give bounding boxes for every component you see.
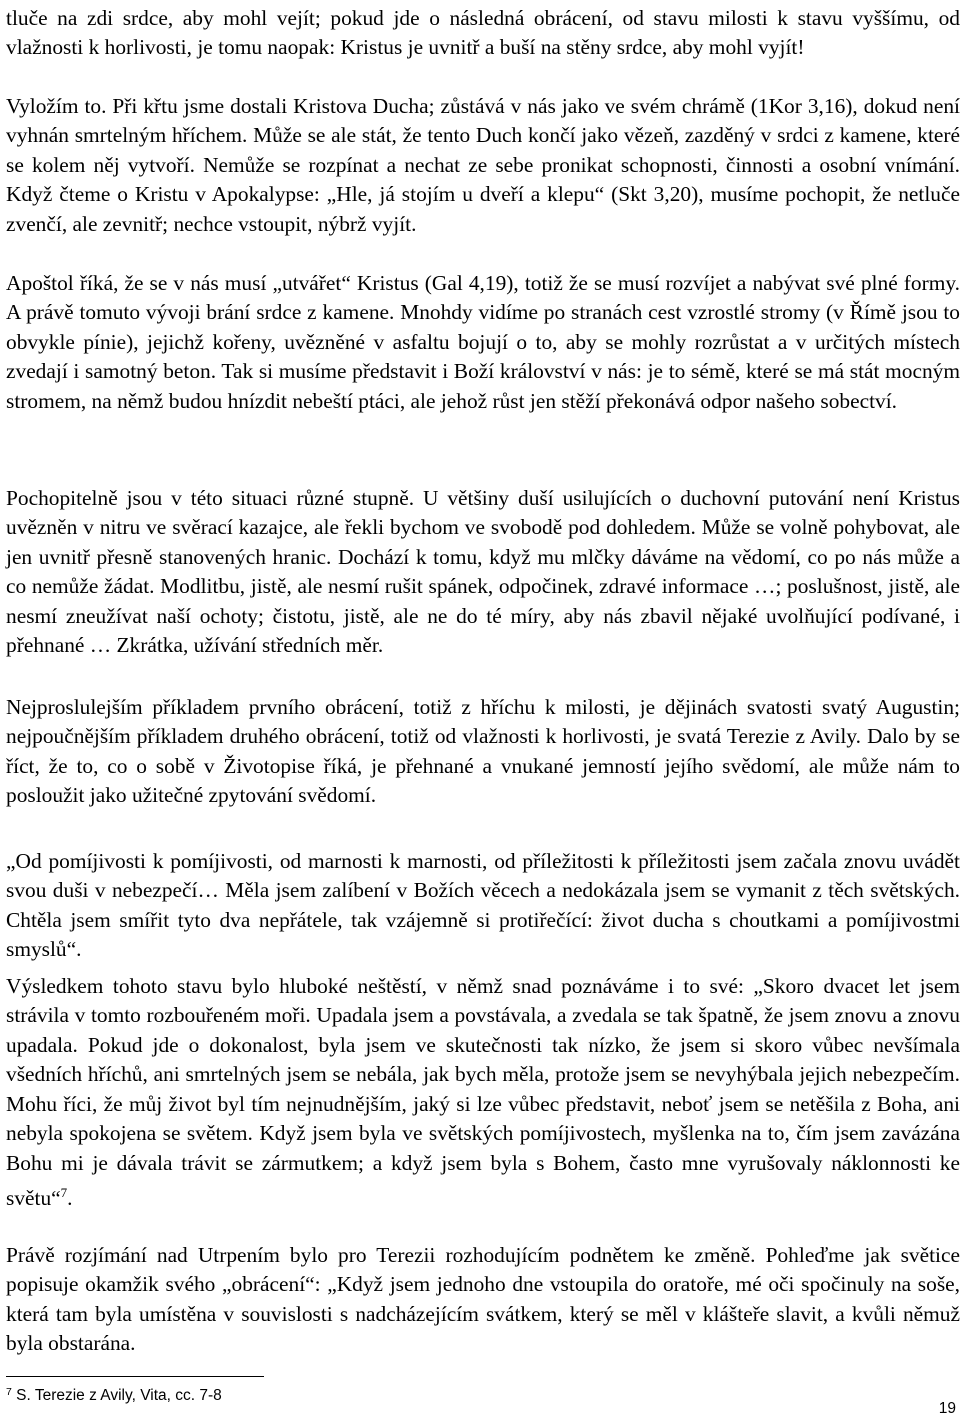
paragraph-7-text: Výsledkem tohoto stavu bylo hluboké neštěstí, v němž snad poznáváme i to své: „Skoro dvacet let jsem strávila v tomto rozbouřeném moři. Upadala jsem a povstávala, a zvedala se tak špatně, že jsem znovu a znovu upadala. Pokud jde o dokonalost, byla jsem ve skutečnosti tak nízko, že jsem si skoro vůbec nevšímala všedních hříchů, ani smrtelných jsem se nebála, jak bych měla, protože jsem se nevyhýbala jejich nebezpečím. Mohu říci, že můj život byl tím nejnudnějším, jaký si lze vůbec představit, neboť jsem se netěšila z Boha, ani nebyla spokojena se světem. Když jsem byla ve světských pomíjivostech, myšlenka na to, čím jsem zavázána Bohu mi je dávala trávit se zármutkem; a když jsem byla s Bohem, často mne vyrušovaly náklonnosti ke světu“ xyxy=(6,974,960,1211)
paragraph-2: Vyložím to. Při křtu jsme dostali Kristova Ducha; zůstává v nás jako ve svém chrámě (1Kor 3,16), dokud není vyhnán smrtelným hříchem. Může se ale stát, že tento Duch končí jako vězeň, zazděný v srdci z kamene, které se kolem něj vytvoří. Nemůže se rozpínat a nechat ze sebe pronikat schopnosti, činnosti a osobní vnímání. Když čteme o Kristu v Apokalypse: „Hle, já stojím u dveří a klepu“ (Skt 3,20), musíme pochopit, že netluče zvenčí, ale zevnitř; nechce vstoupit, nýbrž vyjít. xyxy=(6,94,960,236)
footnote xyxy=(6,1382,222,1406)
footnote-separator xyxy=(6,1376,264,1377)
footnote-reference[interactable]: 7 xyxy=(60,1185,68,1201)
paragraph-1: tluče na zdi srdce, aby mohl vejít; pokud jde o následná obrácení, od stavu milosti k stavu vyššímu, od vlažnosti k horlivosti, je tomu naopak: Kristus je uvnitř a buší na stěny srdce, aby mohl vyjít! xyxy=(6,6,960,60)
paragraph-4: Pochopitelně jsou v této situaci různé stupně. U většiny duší usilujících o duchovní putování není Kristus uvězněn v nitru ve svěrací kazajce, ale řekli bychom ve svobodě pod dohledem. Může se volně pohybovat, ale jen uvnitř přesně stanovených hranic. Dochází k tomu, když mu mlčky dáváme na vědomí, co po nás může a co nemůže žádat. Modlitbu, jistě, ale nesmí rušit spánek, odpočinek, zdravé informace …; poslušnost, jistě, ale nesmí zneužívat naší ochoty; čistotu, jistě, ale ne do té míry, aby nás zbavil nějaké uvolňující podívané, i přehnané … Zkrátka, užívání středních měr. xyxy=(6,486,960,658)
paragraph-8: Právě rozjímání nad Utrpením bylo pro Terezii rozhodujícím podnětem ke změně. Pohleďme jak světice popisuje okamžik svého „obrácení“: „Když jsem jednoho dne vstoupila do oratoře, mé oči spočinuly na soše, která tam byla umístěna v souvislosti s nadcházejícím svátkem, který se měl v klášteře slavit, a kvůli němuž byla obstarána. xyxy=(6,1243,960,1356)
paragraph-3: Apoštol říká, že se v nás musí „utvářet“ Kristus (Gal 4,19), totiž že se musí rozvíjet a nabývat své plné formy. A právě tomuto vývoji brání srdce z kamene. Mnohdy vidíme po stranách cest vzrostlé stromy (v Římě jsou to obvykle pínie), jejichž kořeny, uvězněné v asfaltu bojují o to, aby se mohly rozrůstat a v určitých místech zvedají i samotný beton. Tak si musíme představit i Boží království v nás: je to sémě, které se má stát mocným stromem, na němž budou hnízdit nebeští ptáci, ale jehož růst jen stěží překonává odpor našeho sobectví. xyxy=(6,271,960,413)
footnote-text: S. Terezie z Avily, Vita, cc. 7-8 xyxy=(16,1387,222,1404)
paragraph-7 xyxy=(6,972,960,1214)
paragraph-6: „Od pomíjivosti k pomíjivosti, od marnosti k marnosti, od příležitosti k příležitosti jsem začala znovu uvádět svou duši v nebezpečí… Měla jsem zalíbení v Božích věcech a nedokázala jsem se vymanit z těch světských. Chtěla jsem smířit tyto dva nepřátele, tak vzájemně si protiřečící: život ducha s choutkami a pomíjivostmi smyslů“. xyxy=(6,849,960,962)
footnote-number: 7 xyxy=(6,1386,12,1398)
paragraph-5: Nejproslulejším příkladem prvního obrácení, totiž z hříchu k milosti, je dějinách svatosti svatý Augustin; nejpoučnějším příkladem druhého obrácení, totiž od vlažnosti k horlivosti, je svatá Terezie z Avily. Dalo by se říct, že to, co o sobě v Životopise říká, je přehnané a vnukané jemností jejího svědomí, ale může nám to posloužit jako užitečné zpytování svědomí. xyxy=(6,695,960,808)
paragraph-7-end: . xyxy=(67,1186,73,1211)
page-number: 19 xyxy=(938,1400,956,1417)
